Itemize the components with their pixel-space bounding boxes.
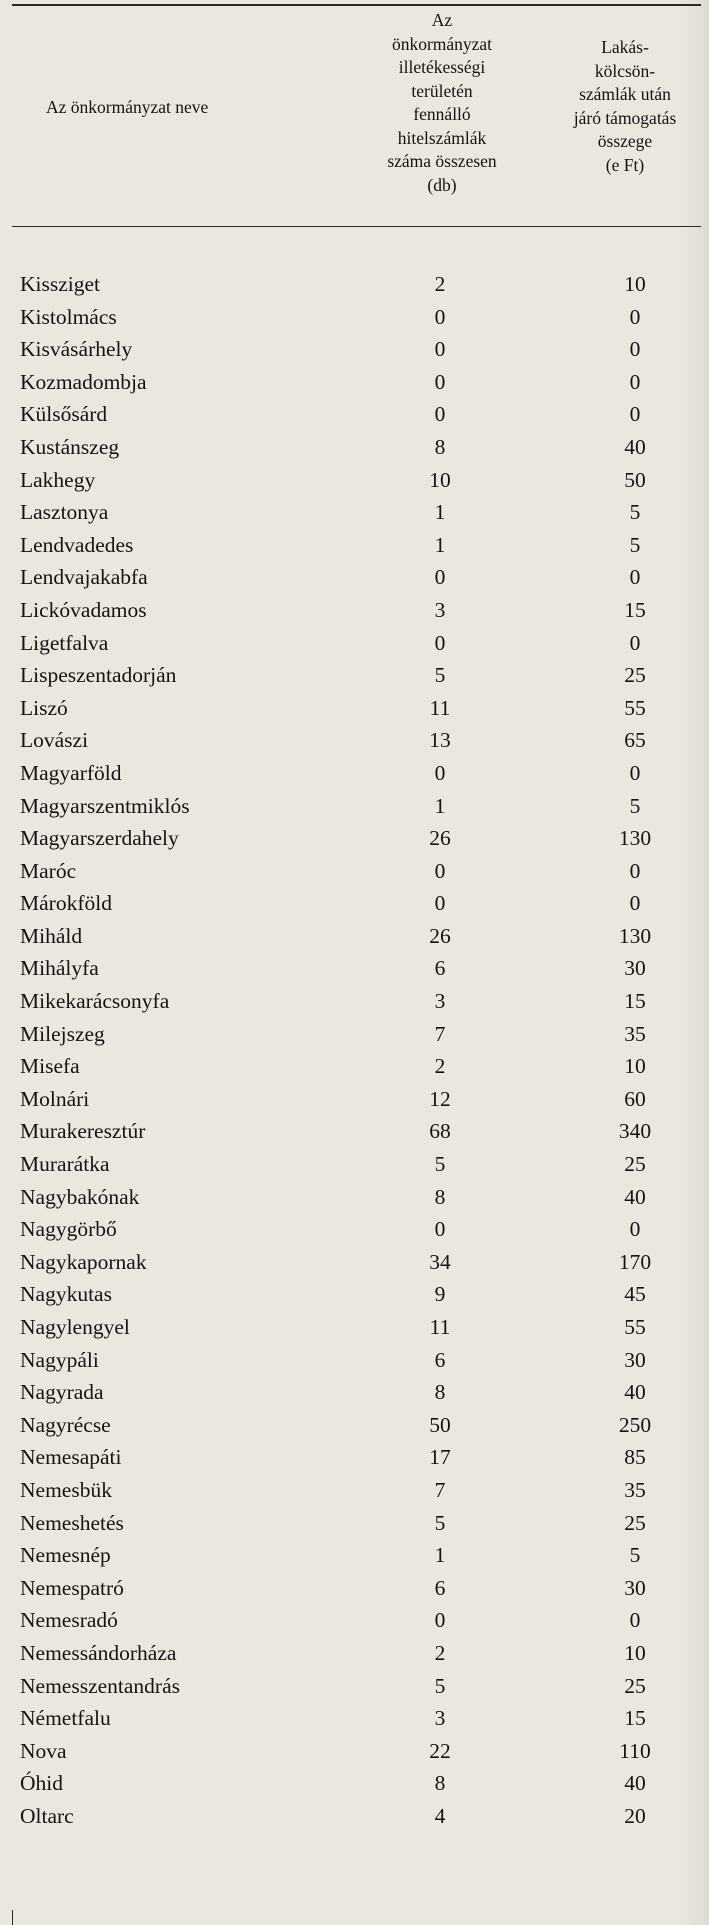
table-row [0,1767,709,1800]
municipality-name: Mihályfa [20,956,99,981]
table-row [0,431,709,464]
support-amount: 25 [624,1673,646,1698]
account-count: 17 [429,1445,451,1470]
table-row [0,1148,709,1181]
table-row [0,757,709,790]
support-amount: 35 [624,1021,646,1046]
municipality-name: Nagykapornak [20,1249,147,1274]
table-row [0,1278,709,1311]
municipality-name: Magyarszentmiklós [20,793,190,818]
account-count: 0 [434,402,446,427]
table-row [0,985,709,1018]
account-count: 3 [434,1706,446,1731]
municipality-name: Maróc [20,858,77,883]
table-body [0,268,709,1833]
support-amount: 0 [629,402,641,427]
account-count: 6 [434,956,446,981]
account-count: 3 [434,597,446,622]
municipality-name: Nagyrada [20,1380,104,1405]
municipality-name: Lickóvadamos [20,597,147,622]
municipality-name: Oltarc [20,1803,74,1828]
municipality-name: Nemesszentandrás [20,1673,180,1698]
table-row [0,1735,709,1768]
support-amount: 25 [624,1152,646,1177]
account-count: 26 [429,826,451,851]
account-count: 1 [434,500,446,525]
column-header-name: Az önkormányzat neve [46,97,209,117]
account-count: 0 [434,760,446,785]
support-amount: 0 [629,304,641,329]
support-amount: 40 [624,1184,646,1209]
support-amount: 5 [629,532,641,557]
account-count: 0 [434,369,446,394]
table-row [0,1344,709,1377]
municipality-name: Lovászi [20,728,89,753]
table-row [0,1181,709,1214]
support-amount: 40 [624,1380,646,1405]
municipality-name: Nemesnép [20,1543,111,1568]
account-count: 9 [434,1282,446,1307]
account-count: 0 [434,565,446,590]
table-row [0,1115,709,1148]
account-count: 11 [429,695,451,720]
table-row [0,398,709,431]
municipality-name: Lendvadedes [20,532,134,557]
table-row [0,920,709,953]
table-row [0,1050,709,1083]
account-count: 1 [434,793,446,818]
account-count: 50 [429,1412,451,1437]
account-count: 11 [429,1315,451,1339]
municipality-name: Nagykutas [20,1282,112,1307]
municipality-name: Nova [20,1738,67,1763]
account-count: 5 [434,1673,446,1698]
account-count: 3 [434,989,446,1014]
municipality-name: Miháld [20,923,83,948]
account-count: 0 [434,891,446,916]
account-count: 0 [434,1217,446,1242]
account-count: 0 [434,858,446,883]
municipality-name: Nemesapáti [20,1445,122,1470]
municipality-name: Németfalu [20,1706,111,1731]
support-amount: 10 [624,1640,646,1665]
support-amount: 170 [618,1249,652,1274]
support-amount: 110 [619,1738,651,1763]
municipality-name: Nagypáli [20,1347,99,1372]
table-row [0,1702,709,1735]
account-count: 0 [434,337,446,362]
support-amount: 0 [629,630,641,655]
table-row [0,1507,709,1540]
municipality-name: Nagygörbő [20,1217,117,1242]
support-amount: 40 [624,434,646,459]
table-row [0,464,709,497]
support-amount: 65 [624,728,646,753]
table-row [0,1637,709,1670]
account-count: 7 [434,1021,446,1046]
table-row [0,1246,709,1279]
support-amount: 25 [624,1510,646,1535]
account-count: 2 [434,1640,446,1665]
table-row [0,268,709,301]
account-count: 68 [429,1119,451,1144]
table-row [0,627,709,660]
municipality-name: Murarátka [20,1152,110,1177]
account-count: 34 [429,1249,451,1274]
support-amount: 250 [618,1412,652,1437]
municipality-name: Nagyrécse [20,1412,111,1437]
support-amount: 0 [629,891,641,916]
table-row [0,333,709,366]
account-count: 2 [434,1054,446,1079]
support-amount: 5 [629,1543,641,1568]
municipality-name: Kustánszeg [20,434,120,459]
account-count: 8 [434,1771,446,1796]
support-amount: 55 [624,1315,646,1339]
table-row [0,1376,709,1409]
support-amount: 30 [624,1347,646,1372]
table-row [0,855,709,888]
municipality-name: Misefa [20,1054,80,1079]
table-row [0,952,709,985]
support-amount: 5 [629,793,641,818]
municipality-name: Nemesradó [20,1608,118,1633]
support-amount: 0 [629,760,641,785]
table-row [0,1018,709,1051]
support-amount: 15 [624,1706,646,1731]
municipality-name: Nagybakónak [20,1184,140,1209]
municipality-name: Nemeshetés [20,1510,124,1535]
support-amount: 35 [624,1477,646,1502]
municipality-name: Magyarföld [20,760,122,785]
table-row [0,1083,709,1116]
account-count: 1 [434,532,446,557]
support-amount: 0 [629,1217,641,1242]
support-amount: 15 [624,597,646,622]
table-row [0,366,709,399]
municipality-name: Lendvajakabfa [20,565,148,590]
table-row [0,659,709,692]
account-count: 7 [434,1477,446,1502]
account-count: 2 [434,272,446,296]
account-count: 26 [429,923,451,948]
account-count: 8 [434,1184,446,1209]
account-count: 5 [434,1152,446,1177]
table-left-rule [12,1910,13,1925]
account-count: 4 [434,1803,446,1828]
account-count: 6 [434,1575,446,1600]
support-amount: 30 [624,1575,646,1600]
municipality-name: Murakeresztúr [20,1119,146,1144]
municipality-name: Molnári [20,1086,90,1111]
table-row [0,529,709,562]
municipality-name: Kozmadombja [20,369,147,394]
table-row [0,496,709,529]
support-amount: 0 [629,858,641,883]
support-amount: 130 [618,826,652,851]
account-count: 0 [434,630,446,655]
support-amount: 10 [624,272,646,296]
table-row [0,1670,709,1703]
support-amount: 20 [624,1803,646,1828]
account-count: 22 [429,1738,451,1763]
support-amount: 30 [624,956,646,981]
account-count: 8 [434,1380,446,1405]
support-amount: 45 [624,1282,646,1307]
municipality-name: Liszó [20,695,68,720]
account-count: 10 [429,467,451,492]
support-amount: 40 [624,1771,646,1796]
table-row [0,1474,709,1507]
support-amount: 0 [629,565,641,590]
municipality-name: Külsősárd [20,402,108,427]
table-row [0,1572,709,1605]
municipality-name: Magyarszerdahely [20,826,179,851]
municipality-name: Lispeszentadorján [20,663,177,688]
support-amount: 55 [624,695,646,720]
table-row [0,887,709,920]
municipality-name: Nemesbük [20,1477,112,1502]
account-count: 12 [429,1086,451,1111]
account-count: 0 [434,1608,446,1633]
table-row [0,1311,709,1344]
municipality-name: Kissziget [20,272,101,296]
support-amount: 10 [624,1054,646,1079]
support-amount: 0 [629,337,641,362]
municipality-name: Nemessándorháza [20,1640,177,1665]
municipality-name: Lasztonya [20,500,109,525]
account-count: 6 [434,1347,446,1372]
table-row [0,790,709,823]
table-row [0,1441,709,1474]
table-row [0,561,709,594]
municipality-name: Lakhegy [20,467,96,492]
municipality-name: Márokföld [20,891,112,916]
support-amount: 5 [629,500,641,525]
account-count: 5 [434,663,446,688]
table-row [0,1539,709,1572]
municipality-name: Óhid [20,1771,63,1796]
account-count: 1 [434,1543,446,1568]
table-row [0,594,709,627]
account-count: 8 [434,434,446,459]
account-count: 5 [434,1510,446,1535]
table-row [0,1409,709,1442]
municipality-name: Ligetfalva [20,630,109,655]
support-amount: 0 [629,369,641,394]
column-header-count: Az önkormányzat illetékességi területén fennálló hitelszámlák száma összesen (db) [387,10,497,195]
municipality-name: Nagylengyel [20,1315,130,1339]
account-count: 0 [434,304,446,329]
municipality-name: Mikekarácsonyfa [20,989,170,1014]
table-row [0,1604,709,1637]
table-row [0,822,709,855]
support-amount: 50 [624,467,646,492]
support-amount: 25 [624,663,646,688]
support-amount: 60 [624,1086,646,1111]
municipality-name: Nemespatró [20,1575,124,1600]
support-amount: 0 [629,1608,641,1633]
municipality-name: Milejszeg [20,1021,105,1046]
table-row [0,301,709,334]
table-row [0,724,709,757]
table-row [0,1800,709,1833]
municipality-name: Kistolmács [20,304,117,329]
support-amount: 130 [618,923,652,948]
municipality-name: Kisvásárhely [20,337,133,362]
account-count: 13 [429,728,451,753]
table-header [12,6,701,227]
support-amount: 85 [624,1445,646,1470]
table-row [0,1213,709,1246]
table-row [0,692,709,725]
support-amount: 15 [624,989,646,1014]
column-header-support: Lakás- kölcsön- számlák után járó támogatás összege (e Ft) [573,37,677,175]
support-amount: 340 [618,1119,652,1144]
